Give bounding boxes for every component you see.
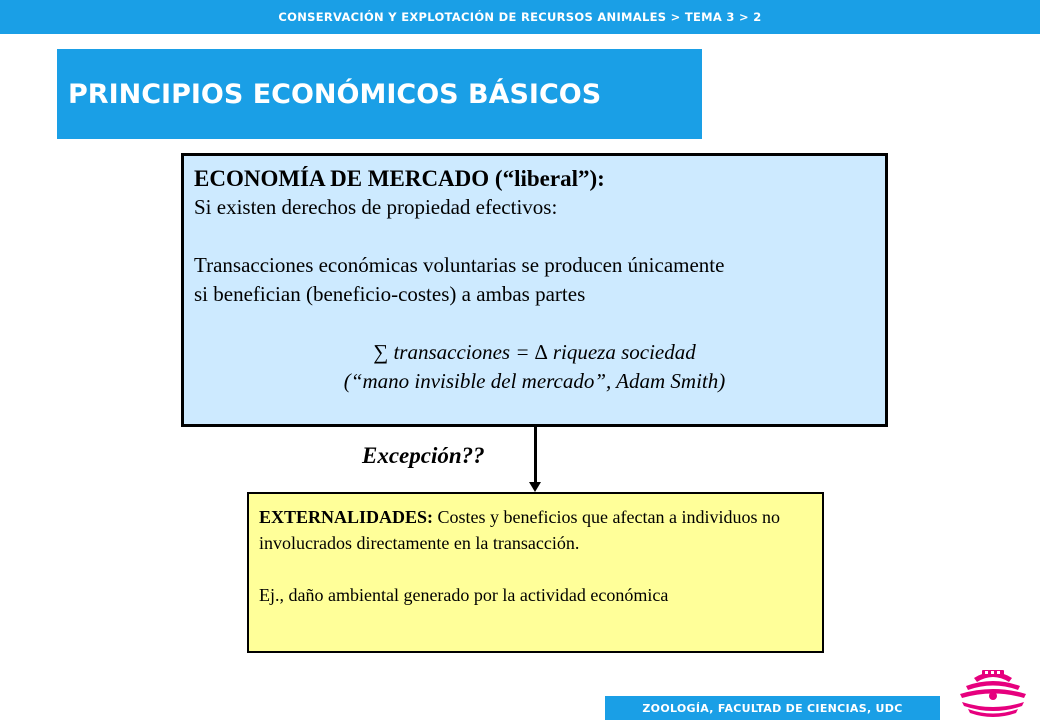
externalities-box	[247, 492, 824, 653]
externalities-definition	[259, 504, 812, 556]
externalities-text: Costes y beneficios que afectan a individuos no involucrados directamente en la transacción.	[259, 507, 780, 553]
connector-line	[534, 427, 537, 487]
breadcrumb: CONSERVACIÓN Y EXPLOTACIÓN DE RECURSOS ANIMALES > TEMA 3 > 2	[0, 0, 1040, 34]
market-line-2: Transacciones económicas voluntarias se producen únicamente	[194, 253, 725, 277]
exception-label: Excepción??	[362, 443, 485, 468]
market-heading: ECONOMÍA DE MERCADO (“liberal”):	[194, 166, 605, 191]
page-title: PRINCIPIOS ECONÓMICOS BÁSICOS	[57, 49, 702, 139]
arrow-down-icon	[529, 482, 541, 492]
externalities-label: EXTERNALIDADES:	[259, 507, 434, 527]
market-line-3: si benefician (beneficio-costes) a ambas partes	[194, 282, 586, 306]
market-quote: (“mano invisible del mercado”, Adam Smith)	[343, 369, 726, 393]
udc-logo-icon	[952, 660, 1034, 718]
market-formula: ∑ transacciones = ∆ riqueza sociedad	[373, 340, 696, 364]
spacer	[259, 556, 812, 582]
market-economy-box	[181, 153, 888, 427]
market-line-1: Si existen derechos de propiedad efectivos:	[194, 195, 558, 219]
spacer	[194, 222, 875, 251]
externalities-example: Ej., daño ambiental generado por la actividad económica	[259, 585, 669, 605]
footer: ZOOLOGÍA, FACULTAD DE CIENCIAS, UDC	[605, 696, 940, 720]
spacer	[194, 309, 875, 338]
